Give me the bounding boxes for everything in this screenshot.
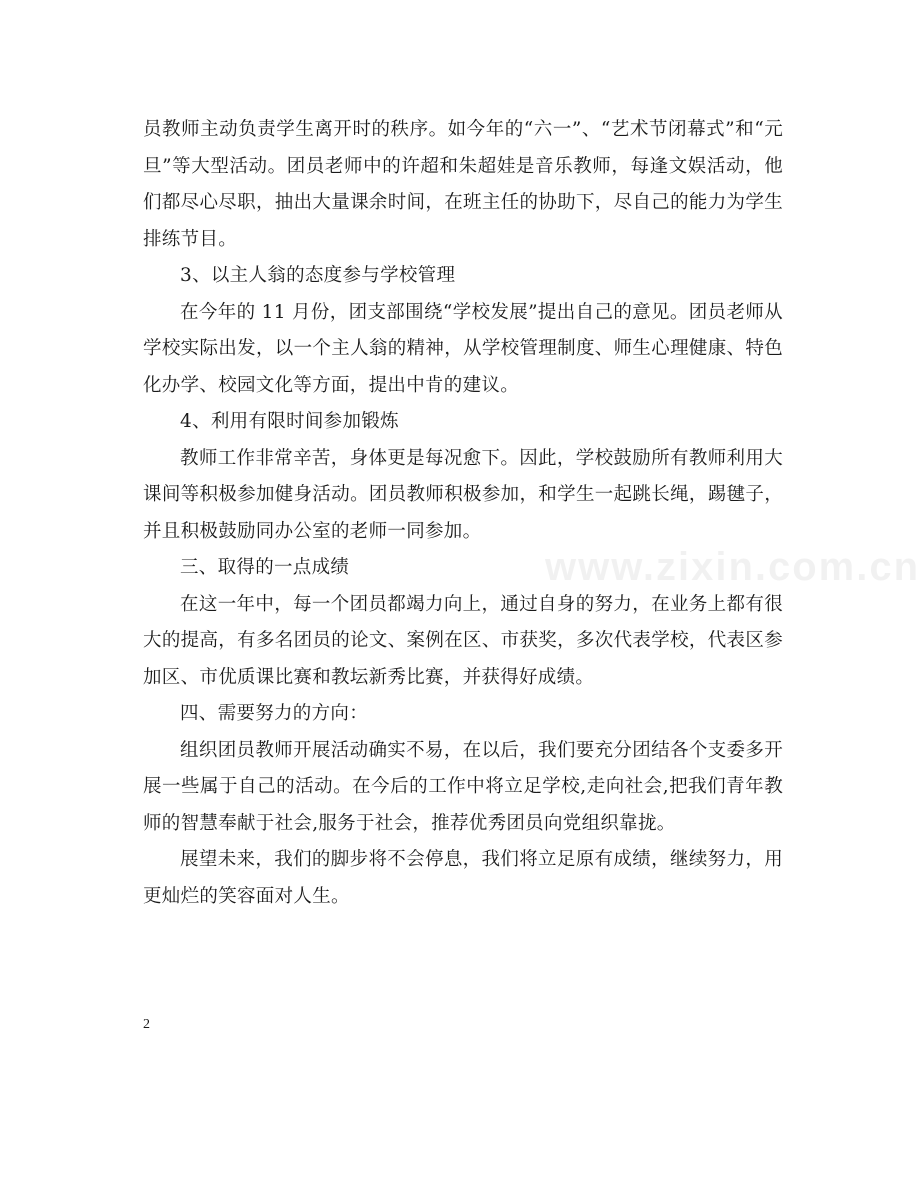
paragraph-management-suggestions: 在今年的 11 月份，团支部围绕“学校发展”提出自己的意见。团员老师从学校实际出发，以一个主人翁的精神，从学校管理制度、师生心理健康、特色化办学、校园文化等方面，提出中肯的建议。 bbox=[143, 301, 783, 396]
paragraph-direction: 组织团员教师开展活动确实不易，在以后，我们要充分团结各个支委多开展一些属于自己的活动。在今后的工作中将立足学校,走向社会,把我们青年教师的智慧奉献于社会,服务于社会，推荐优秀团员向党组织靠拢。 bbox=[143, 739, 783, 834]
page-number: 2 bbox=[143, 1017, 150, 1032]
paragraph-outlook: 展望未来，我们的脚步将不会停息，我们将立足原有成绩，继续努力，用更灿烂的笑容面对人生。 bbox=[143, 849, 783, 907]
section-heading-participate-management: 3、以主人翁的态度参与学校管理 bbox=[180, 265, 456, 286]
document-body bbox=[143, 112, 783, 915]
section-heading-exercise: 4、利用有限时间参加锻炼 bbox=[180, 411, 399, 432]
paragraph-exercise: 教师工作非常辛苦，身体更是每况愈下。因此，学校鼓励所有教师利用大课间等积极参加健身活动。团员教师积极参加，和学生一起跳长绳，踢毽子，并且积极鼓励同办公室的老师一同参加。 bbox=[143, 447, 783, 542]
paragraph-activities-continued: 员教师主动负责学生离开时的秩序。如今年的“六一”、“艺术节闭幕式”和“元旦”等大型活动。团员老师中的许超和朱超娃是音乐教师，每逢文娱活动，他们都尽心尽职，抽出大量课余时间，在班主任的协助下，尽自己的能力为学生排练节目。 bbox=[143, 119, 783, 250]
watermark: www.zixin.com.cn bbox=[545, 545, 920, 589]
paragraph-achievements: 在这一年中，每一个团员都竭力向上，通过自身的努力，在业务上都有很大的提高，有多名团员的论文、案例在区、市获奖，多次代表学校，代表区参加区、市优质课比赛和教坛新秀比赛，并获得好成绩。 bbox=[143, 593, 783, 688]
section-heading-achievements: 三、取得的一点成绩 bbox=[180, 557, 350, 578]
section-heading-direction: 四、需要努力的方向： bbox=[180, 703, 369, 724]
